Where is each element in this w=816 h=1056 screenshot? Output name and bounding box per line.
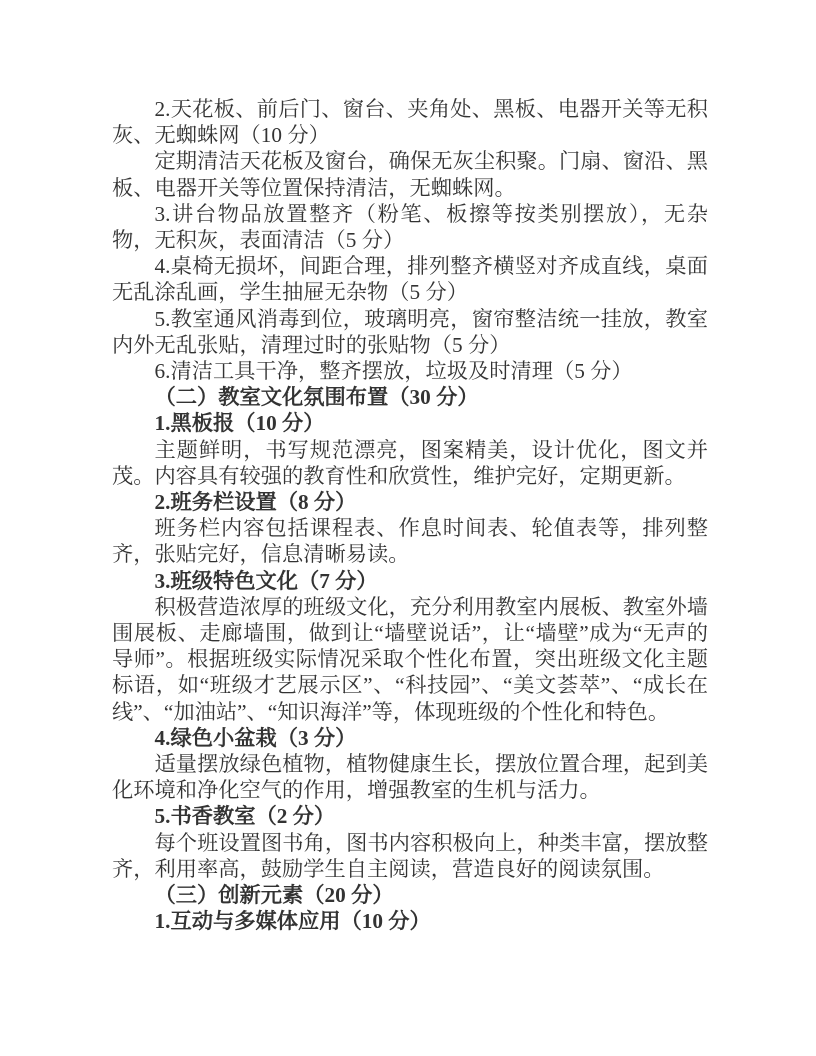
subitem-4-heading-plants: 4.绿色小盆栽（3 分） [154, 725, 357, 750]
document-body-text [112, 96, 708, 935]
section-2-heading-culture: （二）教室文化氛围布置（30 分） [154, 385, 479, 410]
subitem-5-detail-reading: 每个班设置图书角，图书内容积极向上，种类丰富，摆放整齐，利用率高，鼓励学生自主阅读，营造良好的阅读氛围。 [112, 830, 708, 881]
subitem-1-detail-blackboard: 主题鲜明，书写规范漂亮，图案精美，设计优化，图文并茂。内容具有较强的教育性和欣赏性，维护完好，定期更新。 [112, 437, 708, 488]
subitem-2-detail-class-board: 班务栏内容包括课程表、作息时间表、轮值表等，排列整齐，张贴完好，信息清晰易读。 [112, 516, 708, 567]
subitem-3-heading-class-culture: 3.班级特色文化（7 分） [154, 568, 378, 593]
criteria-item-3-podium: 3.讲台物品放置整齐（粉笔、板擦等按类别摆放），无杂物，无积灰，表面清洁（5 分） [112, 201, 708, 253]
subitem-1-heading-blackboard: 1.黑板报（10 分） [154, 411, 325, 436]
subitem-5-heading-reading: 5.书香教室（2 分） [154, 804, 336, 829]
section-3-subitem-1-multimedia: 1.互动与多媒体应用（10 分） [154, 909, 431, 934]
criteria-item-2-detail: 定期清洁天花板及窗台，确保无灰尘积聚。门扇、窗沿、黑板、电器开关等位置保持清洁，无蜘蛛网。 [112, 149, 708, 200]
criteria-item-6-cleaning-tools: 6.清洁工具干净，整齐摆放，垃圾及时清理（5 分） [154, 359, 633, 384]
criteria-item-2-ceiling: 2.天花板、前后门、窗台、夹角处、黑板、电器开关等无积灰、无蜘蛛网（10 分） [112, 97, 708, 148]
subitem-3-detail-class-culture: 积极营造浓厚的班级文化，充分利用教室内展板、教室外墙围展板、走廊墙围，做到让“墙壁说话”，让“墙壁”成为“无声的导师”。根据班级实际情况采取个性化布置，突出班级文化主题标语，如“班级才艺展示区”、“科技园”、“美文荟萃”、“成长在线”、“加油站”、“知识海洋”等，体现班级的个性化和特色。 [112, 594, 708, 724]
criteria-item-5-ventilation: 5.教室通风消毒到位，玻璃明亮，窗帘整洁统一挂放，教室内外无乱张贴，清理过时的张贴物（5 分） [112, 306, 708, 357]
subitem-2-heading-class-board: 2.班务栏设置（8 分） [154, 490, 357, 515]
criteria-item-4-desks: 4.桌椅无损坏，间距合理，排列整齐横竖对齐成直线，桌面无乱涂乱画，学生抽屉无杂物（5 分） [112, 254, 708, 305]
section-3-heading-innovation: （三）创新元素（20 分） [154, 883, 394, 908]
subitem-4-detail-plants: 适量摆放绿色植物，植物健康生长，摆放位置合理，起到美化环境和净化空气的作用，增强教室的生机与活力。 [112, 752, 708, 803]
